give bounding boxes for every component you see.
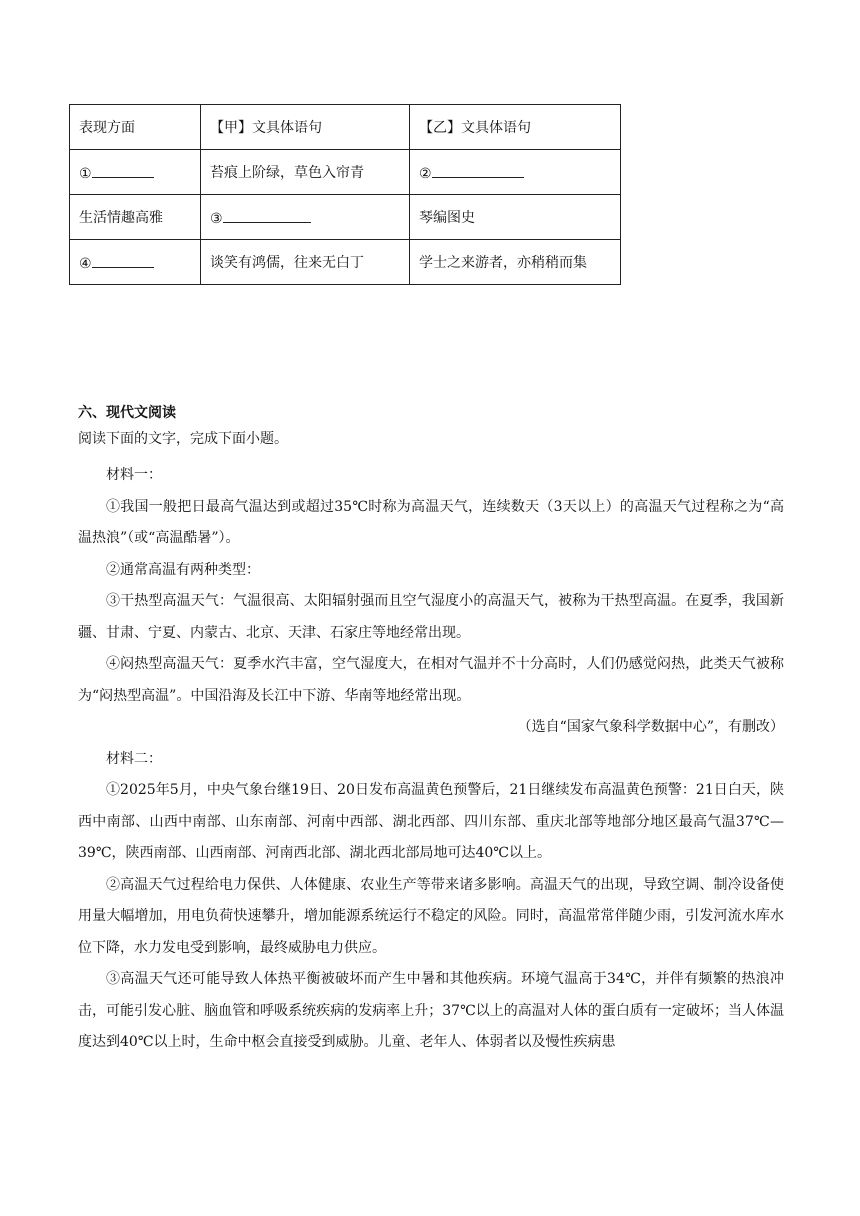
table-cell: 【甲】文具体语句 [201,105,410,150]
answer-blank[interactable] [223,208,311,223]
reading-content [78,460,784,1059]
blank-number: ② [419,165,432,182]
paragraph: ④闷热型高温天气：夏季水汽丰富，空气湿度大，在相对气温并不十分高时，人们仍感觉闷热，此类天气被称为“闷热型高温”。中国沿海及长江中下游、华南等地经常出现。 [78,656,784,704]
table-cell [70,240,201,285]
paragraph: ②高温天气过程给电力保供、人体健康、农业生产等带来诸多影响。高温天气的出现，导致空调、制冷设备使用量大幅增加，用电负荷快速攀升，增加能源系统运行不稳定的风险。同时，高温常常伴随少雨，引发河流水库水位下降，水力发电受到影响，最终威胁电力供应。 [78,876,784,956]
blank-number: ④ [79,255,92,272]
table-cell: 琴编图史 [410,195,621,240]
section-title: 六、现代文阅读 [78,405,176,421]
paragraph: ②通常高温有两种类型： [106,561,260,578]
answer-blank[interactable] [92,163,154,178]
paragraph: ①2025年5月，中央气象台继19日、20日发布高温黄色预警后，21日继续发布高温黄色预警：21日白天，陕西中南部、山西中南部、山东南部、河南中西部、湖北西部、四川东部、重庆北部等地部分地区最高气温37℃—39℃，陕西南部、山西南部、河南西北部、湖北西北部局地可达40℃以上。 [78,782,784,861]
table-cell: 谈笑有鸿儒，往来无白丁 [201,240,410,285]
paragraph: ③高温天气还可能导致人体热平衡被破坏而产生中暑和其他疾病。环境气温高于34℃，并伴有频繁的热浪冲击，可能引发心脏、脑血管和呼吸系统疾病的发病率上升；37℃以上的高温对人体的蛋白质有一定破坏；当人体温度达到40℃以上时，生命中枢会直接受到威胁。儿童、老年人、体弱者以及慢性疾病患 [78,971,784,1050]
answer-blank[interactable] [432,163,524,178]
table-cell [410,150,621,195]
table-cell: 表现方面 [70,105,201,150]
table-cell: 生活情趣高雅 [70,195,201,240]
reading-instruction: 阅读下面的文字，完成下面小题。 [78,431,288,447]
table-row [70,240,621,285]
table-header-row [70,105,621,150]
paragraph: ①我国一般把日最高气温达到或超过35℃时称为高温天气，连续数天（3天以上）的高温天气过程称之为“高温热浪”（或“高温酷暑”）。 [78,498,784,546]
material-heading: 材料一： [106,467,162,483]
table-cell: 苔痕上阶绿，草色入帘青 [201,150,410,195]
table-row [70,195,621,240]
blank-number: ③ [210,210,223,227]
table-cell: 学士之来游者，亦稍稍而集 [410,240,621,285]
material-heading: 材料二： [106,750,162,767]
table-cell: 【乙】文具体语句 [410,105,621,150]
table-row [70,150,621,195]
table-cell [70,150,201,195]
blank-number: ① [79,165,92,182]
table-cell [201,195,410,240]
comparison-table [69,104,621,285]
source-citation: （选自“国家气象科学数据中心”，有删改） [517,719,784,735]
paragraph: ③干热型高温天气：气温很高、太阳辐射强而且空气湿度小的高温天气，被称为干热型高温。在夏季，我国新疆、甘肃、宁夏、内蒙古、北京、天津、石家庄等地经常出现。 [78,593,784,641]
answer-blank[interactable] [92,253,154,268]
